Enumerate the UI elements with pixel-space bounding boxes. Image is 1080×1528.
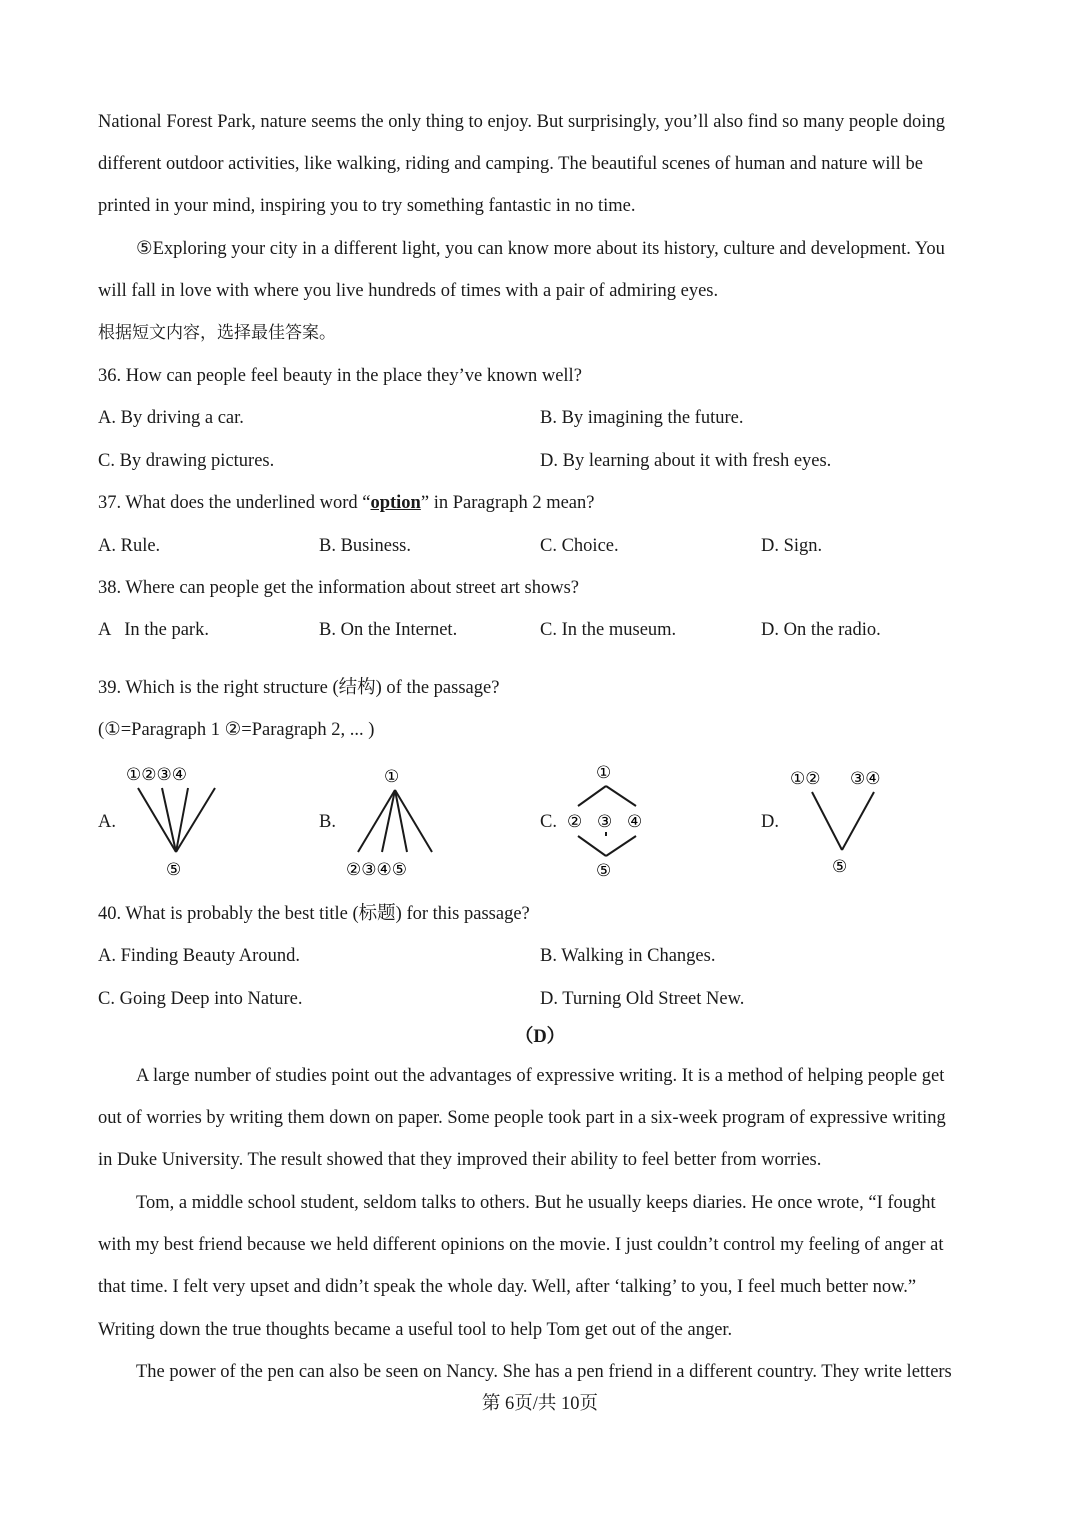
diagram-c-middle-label: ③	[597, 812, 613, 832]
option-37-d: D. Sign.	[761, 536, 823, 556]
option-39-b-label: B.	[319, 812, 336, 832]
diagram-c-bottom-label: ⑤	[596, 861, 612, 881]
page-footer: 第 6页/共 10页	[481, 1394, 599, 1414]
passage-line: out of worries by writing them down on paper. Some people took part in a six-week program of expressive writing	[98, 1108, 946, 1128]
instruction: 根据短文内容，选择最佳答案。	[98, 323, 336, 343]
option-36-d: D. By learning about it with fresh eyes.	[540, 451, 832, 471]
option-37-a: A. Rule.	[98, 536, 161, 556]
option-36-c: C. By drawing pictures.	[98, 451, 275, 471]
passage-line: different outdoor activities, like walking, riding and camping. The beautiful scenes of human and nature will be	[98, 154, 923, 174]
question-37-stem-start: 37. What does the underlined word “	[98, 493, 371, 513]
diagram-a-top-labels: ①②③④	[126, 765, 187, 785]
underlined-keyword: option	[370, 493, 421, 513]
question-39-note: (①=Paragraph 1 ②=Paragraph 2, ... )	[98, 720, 375, 740]
diagram-c-line	[578, 786, 606, 806]
passage-line: ⑤Exploring your city in a different light, you can know more about its history, culture and development. You	[136, 239, 945, 259]
structure-diagram-c	[560, 758, 660, 888]
option-40-a: A. Finding Beauty Around.	[98, 946, 300, 966]
option-39-c-label: C.	[540, 812, 557, 832]
section-title-d: （D）	[514, 1027, 566, 1047]
diagram-b-bottom-labels: ②③④⑤	[346, 860, 407, 880]
diagram-c-top-label: ①	[596, 763, 612, 783]
option-38-b: B. On the Internet.	[319, 620, 458, 640]
passage-line: A large number of studies point out the advantages of expressive writing. It is a method of helping people get	[136, 1066, 945, 1086]
passage-line: with my best friend because we held different opinions on the movie. I just couldn’t control my feeling of anger at	[98, 1235, 944, 1255]
structure-diagram-a	[120, 760, 240, 885]
diagram-c-line	[606, 836, 636, 856]
question-37	[98, 491, 594, 515]
diagram-c-line	[578, 836, 606, 856]
option-38-d: D. On the radio.	[761, 620, 881, 640]
option-39-d-label: D.	[761, 812, 779, 832]
structure-diagram-b	[340, 760, 460, 885]
question-40: 40. What is probably the best title (标题) for this passage?	[98, 904, 530, 924]
option-38-a: A In the park.	[98, 620, 209, 640]
diagram-a-line	[138, 788, 176, 852]
diagram-d-right-labels: ③④	[850, 769, 881, 789]
passage-line: National Forest Park, nature seems the only thing to enjoy. But surprisingly, you’ll also find so many people doing	[98, 112, 945, 132]
question-36: 36. How can people feel beauty in the place they’ve known well?	[98, 366, 582, 386]
passage-line: printed in your mind, inspiring you to try something fantastic in no time.	[98, 196, 636, 216]
option-40-d: D. Turning Old Street New.	[540, 989, 745, 1009]
diagram-d-left-labels: ①②	[790, 769, 821, 789]
question-37-stem-end: ” in Paragraph 2 mean?	[420, 493, 595, 513]
diagram-d-line	[842, 792, 874, 850]
passage-line: will fall in love with where you live hundreds of times with a pair of admiring eyes.	[98, 281, 719, 301]
passage-line: Tom, a middle school student, seldom talks to others. But he usually keeps diaries. He once wrote, “I fought	[136, 1193, 936, 1213]
diagram-c-middle-label: ④	[627, 812, 643, 832]
option-36-a: A. By driving a car.	[98, 408, 244, 428]
question-39: 39. Which is the right structure (结构) of the passage?	[98, 678, 500, 698]
option-40-b: B. Walking in Changes.	[540, 946, 716, 966]
diagram-a-line	[162, 788, 176, 852]
question-38: 38. Where can people get the information about street art shows?	[98, 578, 580, 598]
option-37-b: B. Business.	[319, 536, 412, 556]
passage-line: in Duke University. The result showed that they improved their ability to feel better from worries.	[98, 1150, 822, 1170]
diagram-c-middle-label: ②	[567, 812, 583, 832]
passage-line: Writing down the true thoughts became a useful tool to help Tom get out of the anger.	[98, 1320, 733, 1340]
option-37-c: C. Choice.	[540, 536, 619, 556]
diagram-b-top-label: ①	[384, 767, 400, 787]
passage-line: The power of the pen can also be seen on Nancy. She has a pen friend in a different country. They write letters	[136, 1362, 952, 1382]
diagram-c-line	[606, 786, 636, 806]
diagram-d-bottom-label: ⑤	[832, 857, 848, 877]
option-39-a-label: A.	[98, 812, 116, 832]
option-38-c: C. In the museum.	[540, 620, 677, 640]
structure-diagram-d	[790, 762, 910, 882]
option-40-c: C. Going Deep into Nature.	[98, 989, 303, 1009]
passage-line: that time. I felt very upset and didn’t speak the whole day. Well, after ‘talking’ to you, I feel much better now.”	[98, 1277, 917, 1297]
option-36-b: B. By imagining the future.	[540, 408, 744, 428]
diagram-d-line	[812, 792, 842, 850]
diagram-a-bottom-label: ⑤	[166, 860, 182, 880]
